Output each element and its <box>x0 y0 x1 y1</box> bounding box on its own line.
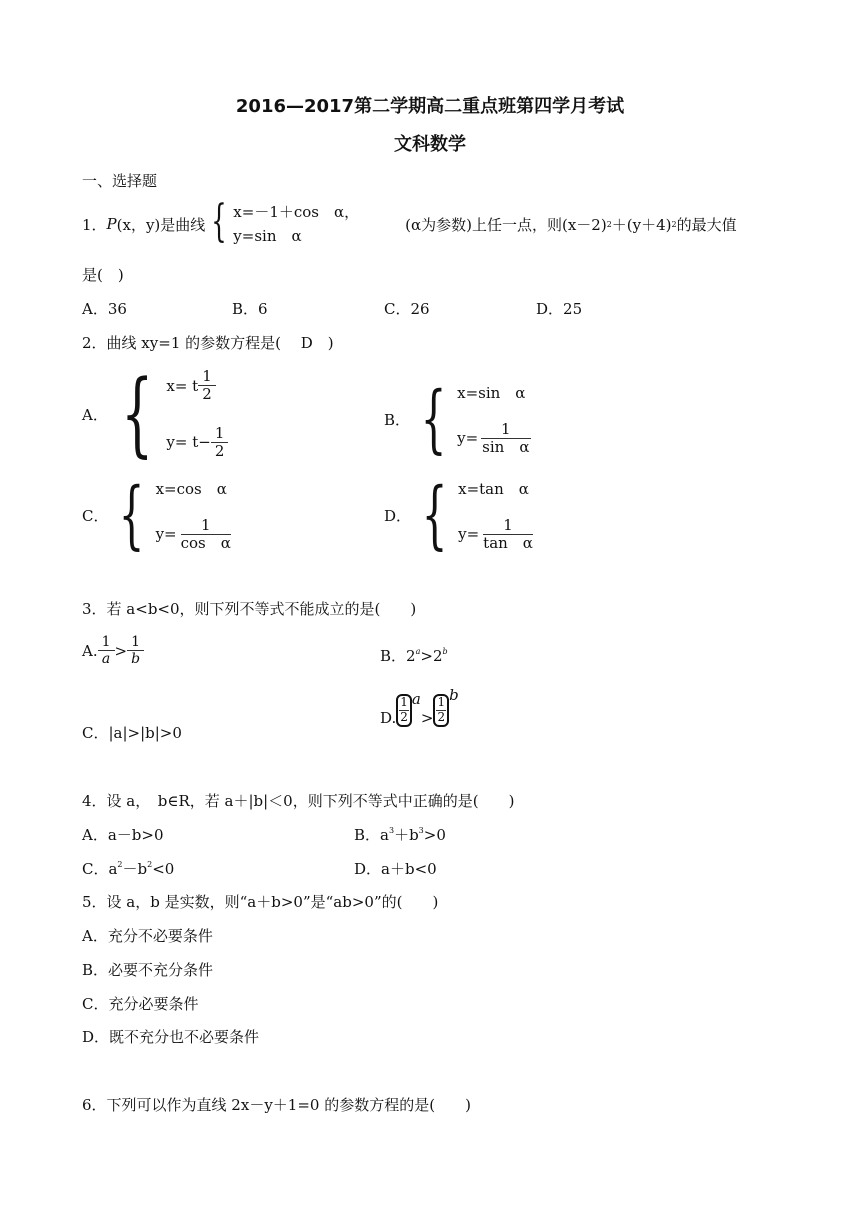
q3-a-gt: > <box>114 641 128 660</box>
left-brace-icon: { <box>420 376 447 462</box>
q3-option-a <box>82 634 144 667</box>
q2-b-x: x=sin α <box>457 384 526 402</box>
q5-option-d: D．既不充分也不必要条件 <box>82 1028 260 1046</box>
q5-option-a: A．充分不必要条件 <box>82 927 213 945</box>
q3-a-den2: b <box>131 651 141 668</box>
q2-c-y-num: 1 <box>181 517 231 535</box>
q4-c-mid: －b <box>122 860 148 878</box>
q4-c-exp2: 2 <box>147 860 153 869</box>
q1-eq-y: y=sin α <box>233 227 302 245</box>
q2-option-c <box>82 472 235 558</box>
q5-option-b: B．必要不充分条件 <box>82 961 214 979</box>
q1-mid: ＋(y＋4) <box>611 215 672 234</box>
q6-stem: 6．下列可以作为直线 2x－y＋1=0 的参数方程的是( ) <box>82 1096 471 1114</box>
q3-b-label: B． <box>380 647 407 665</box>
q3-b-exp1: a <box>415 647 421 656</box>
q3-d-den2: 2 <box>437 709 446 724</box>
q2-a-x-den: 2 <box>202 385 212 404</box>
q4-stem: 4．设 a， b∈R，若 a＋|b|＜0，则下列不等式中正确的是( ) <box>82 792 515 810</box>
q2-option-d <box>384 472 537 558</box>
q2-a-y-left: y= t− <box>166 433 211 452</box>
q2-a-label: A． <box>82 405 108 424</box>
left-brace-icon: { <box>421 472 448 558</box>
q1-coords: (x，y) <box>116 215 161 234</box>
q3-b-gt: > <box>420 647 433 665</box>
q4-b-exp2: 3 <box>418 826 424 835</box>
q3-d-num2: 1 <box>437 695 446 709</box>
q2-c-y-den: cos α <box>180 533 231 552</box>
q3-d-den1: 2 <box>400 709 408 724</box>
q3-b-base2: 2 <box>432 647 443 665</box>
q1-exp2: 2 <box>671 219 677 229</box>
q5-option-c: C．充分必要条件 <box>82 995 199 1013</box>
q1-option-d: D．25 <box>536 300 583 318</box>
q1-post: (α为参数)上任一点，则(x－2) <box>405 215 607 234</box>
q4-b-exp1: 3 <box>388 826 395 835</box>
q1-number: 1． <box>82 215 107 234</box>
q2-a-y-num: 1 <box>211 425 229 443</box>
q2-a-y-den: 2 <box>214 441 225 460</box>
q1-eq-x: x=－1＋cos α， <box>233 203 360 221</box>
q3-b-exp2: b <box>442 647 448 656</box>
q4-b-post: >0 <box>423 826 446 844</box>
left-brace-icon: { <box>211 196 227 247</box>
section-heading: 一、选择题 <box>82 172 158 190</box>
q2-c-x: x=cos α <box>155 480 227 498</box>
q2-d-y-left: y= <box>458 525 480 544</box>
q2-a-x-num: 1 <box>198 368 216 386</box>
q2-b-y-left: y= <box>457 429 479 448</box>
q3-d-exp1: a <box>411 690 421 708</box>
q2-option-a <box>82 360 228 467</box>
q3-d-gt: > <box>420 708 434 727</box>
q2-d-label: D． <box>384 506 412 525</box>
left-brace-icon: { <box>121 360 154 467</box>
q2-b-label: B． <box>384 410 411 429</box>
q2-c-label: C． <box>82 506 109 525</box>
q2-c-y-left: y= <box>155 525 177 544</box>
q2-b-y-den: sin α <box>482 437 530 456</box>
q3-option-d <box>380 686 459 727</box>
q2-d-x: x=tan α <box>458 480 529 498</box>
q3-d-num1: 1 <box>400 695 408 709</box>
q4-b-mid: ＋b <box>394 826 419 844</box>
q3-a-num2: 1 <box>127 634 144 651</box>
q4-option-b <box>354 824 446 845</box>
q3-a-label: A. <box>82 641 98 660</box>
q1-pre: 是曲线 <box>160 215 206 234</box>
q1-option-c: C．26 <box>384 300 430 318</box>
q4-option-a: A．a－b>0 <box>82 826 164 844</box>
q2-stem: 2．曲线 xy=1 的参数方程是( D ) <box>82 334 334 352</box>
q2-b-y-num: 1 <box>481 421 531 439</box>
q4-c-pre: C．a <box>82 860 118 878</box>
q4-b-pre: B．a <box>354 826 389 844</box>
left-brace-icon: { <box>119 472 145 558</box>
q1-end: 的最大值 <box>676 215 737 234</box>
q5-stem: 5．设 a，b 是实数，则“a＋b>0”是“ab>0”的( ) <box>82 893 439 911</box>
q1-option-a: A．36 <box>82 300 127 318</box>
q1-point: P <box>106 215 117 233</box>
q1-exp1: 2 <box>606 219 612 229</box>
q3-d-label: D. <box>380 708 397 727</box>
q4-option-d: D．a＋b<0 <box>354 860 437 878</box>
q3-d-exp2: b <box>449 686 459 704</box>
q2-option-b <box>384 376 533 462</box>
q3-a-den1: a <box>101 651 111 668</box>
q3-stem: 3．若 a<b<0，则下列不等式不能成立的是( ) <box>82 600 417 618</box>
q1-option-b: B．6 <box>232 300 268 318</box>
q3-option-c: C．|a|>|b|>0 <box>82 724 182 742</box>
exam-title: 2016—2017第二学期高二重点班第四学月考试 <box>235 96 625 117</box>
q3-a-num1: 1 <box>98 634 115 651</box>
q4-c-post: <0 <box>152 860 175 878</box>
q2-d-y-num: 1 <box>483 517 533 535</box>
exam-subtitle: 文科数学 <box>394 134 466 155</box>
question-1 <box>82 196 737 248</box>
q3-b-base1: 2 <box>406 647 416 665</box>
q4-c-exp1: 2 <box>117 860 123 869</box>
q4-option-c <box>82 858 174 879</box>
q3-option-b <box>380 645 448 666</box>
q2-d-y-den: tan α <box>483 533 533 552</box>
q1-parametric-system <box>205 196 360 248</box>
q2-a-x-left: x= t <box>166 376 199 395</box>
q1-continuation: 是( ) <box>82 266 124 284</box>
